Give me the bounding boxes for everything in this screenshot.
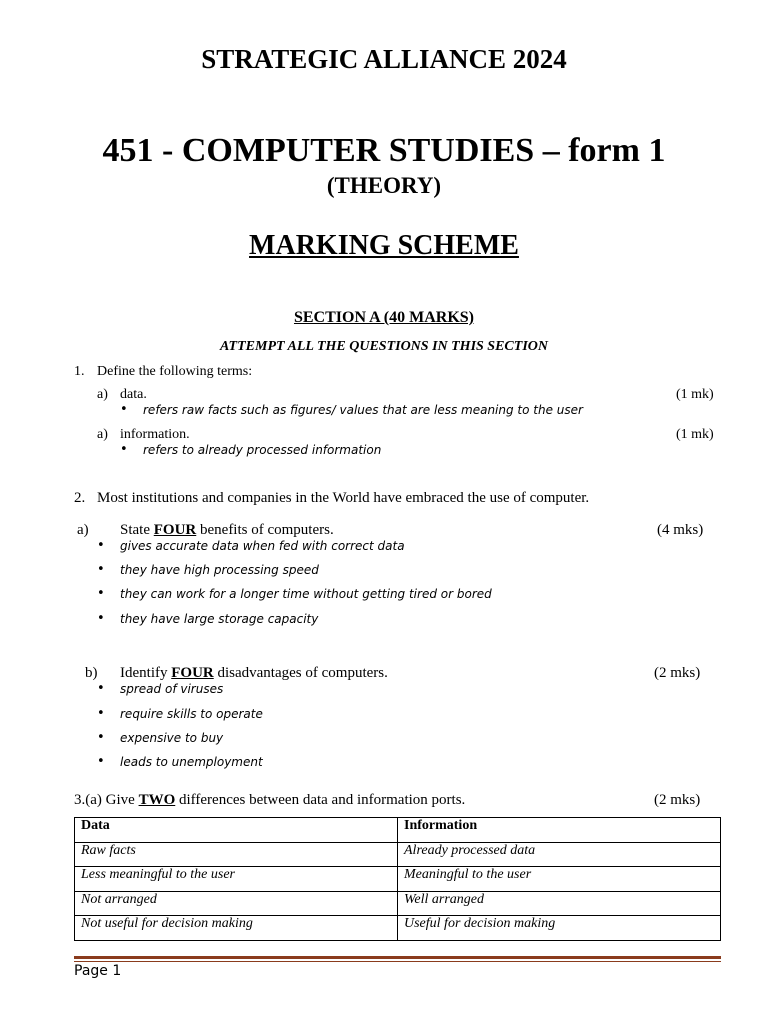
table-cell: Useful for decision making	[398, 916, 721, 941]
data-vs-information-table	[74, 817, 721, 941]
bullet-icon: •	[97, 611, 105, 626]
bullet-icon: •	[97, 681, 105, 696]
q2b-label: b)	[85, 665, 98, 681]
q2b-marks: (2 mks)	[654, 665, 701, 681]
q1-part-marks: (1 mk)	[676, 427, 714, 442]
bullet-icon: •	[97, 538, 105, 553]
table-cell: Less meaningful to the user	[75, 867, 398, 892]
table-cell: Meaningful to the user	[398, 867, 721, 892]
q2b-text: Identify FOUR disadvantages of computers.	[120, 665, 388, 681]
q2a-answer: they have large storage capacity	[120, 612, 319, 626]
q3-text: 3.(a) Give TWO differences between data and information ports.	[74, 792, 466, 808]
bullet-icon: •	[97, 586, 105, 601]
q1-part-label: a)	[97, 427, 108, 442]
org-title: STRATEGIC ALLIANCE 2024	[201, 44, 567, 74]
table-cell: Not arranged	[75, 891, 398, 916]
bullet-icon: •	[97, 730, 105, 745]
footer-rule	[74, 956, 721, 959]
q2a-text: State FOUR benefits of computers.	[120, 522, 334, 538]
section-instruction: ATTEMPT ALL THE QUESTIONS IN THIS SECTION	[219, 339, 548, 354]
table-row	[75, 891, 721, 916]
q1-part-text: information.	[120, 427, 190, 442]
bullet-icon: •	[120, 442, 128, 457]
doc-type-title: MARKING SCHEME	[249, 230, 519, 261]
q2a-answer: gives accurate data when fed with correct data	[120, 539, 405, 553]
bullet-icon: •	[97, 754, 105, 769]
bullet-icon: •	[97, 706, 105, 721]
q3-marks: (2 mks)	[654, 792, 701, 808]
table-cell: Already processed data	[398, 842, 721, 867]
table-cell: Not useful for decision making	[75, 916, 398, 941]
section-title: SECTION A (40 MARKS)	[293, 309, 475, 326]
q2a-label: a)	[77, 522, 89, 538]
page-number: Page 1	[74, 963, 122, 979]
paper-title: (THEORY)	[326, 173, 442, 198]
q1-part-label: a)	[97, 387, 108, 402]
q1-part-marks: (1 mk)	[676, 387, 714, 402]
q1-part-text: data.	[120, 387, 147, 402]
q2b-answer: spread of viruses	[120, 682, 224, 696]
table-header-row	[75, 818, 721, 843]
q1-answer: refers to already processed information	[143, 443, 382, 457]
bullet-icon: •	[97, 562, 105, 577]
table-cell: Well arranged	[398, 891, 721, 916]
q2-number: 2.	[74, 490, 86, 506]
subject-title: 451 - COMPUTER STUDIES – form 1	[102, 132, 666, 169]
table-cell: Raw facts	[75, 842, 398, 867]
q2b-answer: require skills to operate	[120, 707, 263, 721]
table-header-cell: Information	[398, 818, 721, 843]
q2b-answer: expensive to buy	[120, 731, 224, 745]
table-row	[75, 842, 721, 867]
table-row	[75, 867, 721, 892]
q2a-answer: they can work for a longer time without getting tired or bored	[120, 587, 492, 601]
footer-rule-thin	[74, 961, 721, 962]
q2a-answer: they have high processing speed	[120, 563, 319, 577]
q1-answer: refers raw facts such as figures/ values that are less meaning to the user	[143, 403, 583, 417]
q2a-marks: (4 mks)	[657, 522, 704, 538]
q1-text: Define the following terms:	[97, 364, 253, 379]
table-header-cell: Data	[75, 818, 398, 843]
bullet-icon: •	[120, 402, 128, 417]
q2-text: Most institutions and companies in the World have embraced the use of computer.	[97, 490, 590, 506]
q2b-answer: leads to unemployment	[120, 755, 263, 769]
table-row	[75, 916, 721, 941]
q1-number: 1.	[74, 364, 85, 379]
